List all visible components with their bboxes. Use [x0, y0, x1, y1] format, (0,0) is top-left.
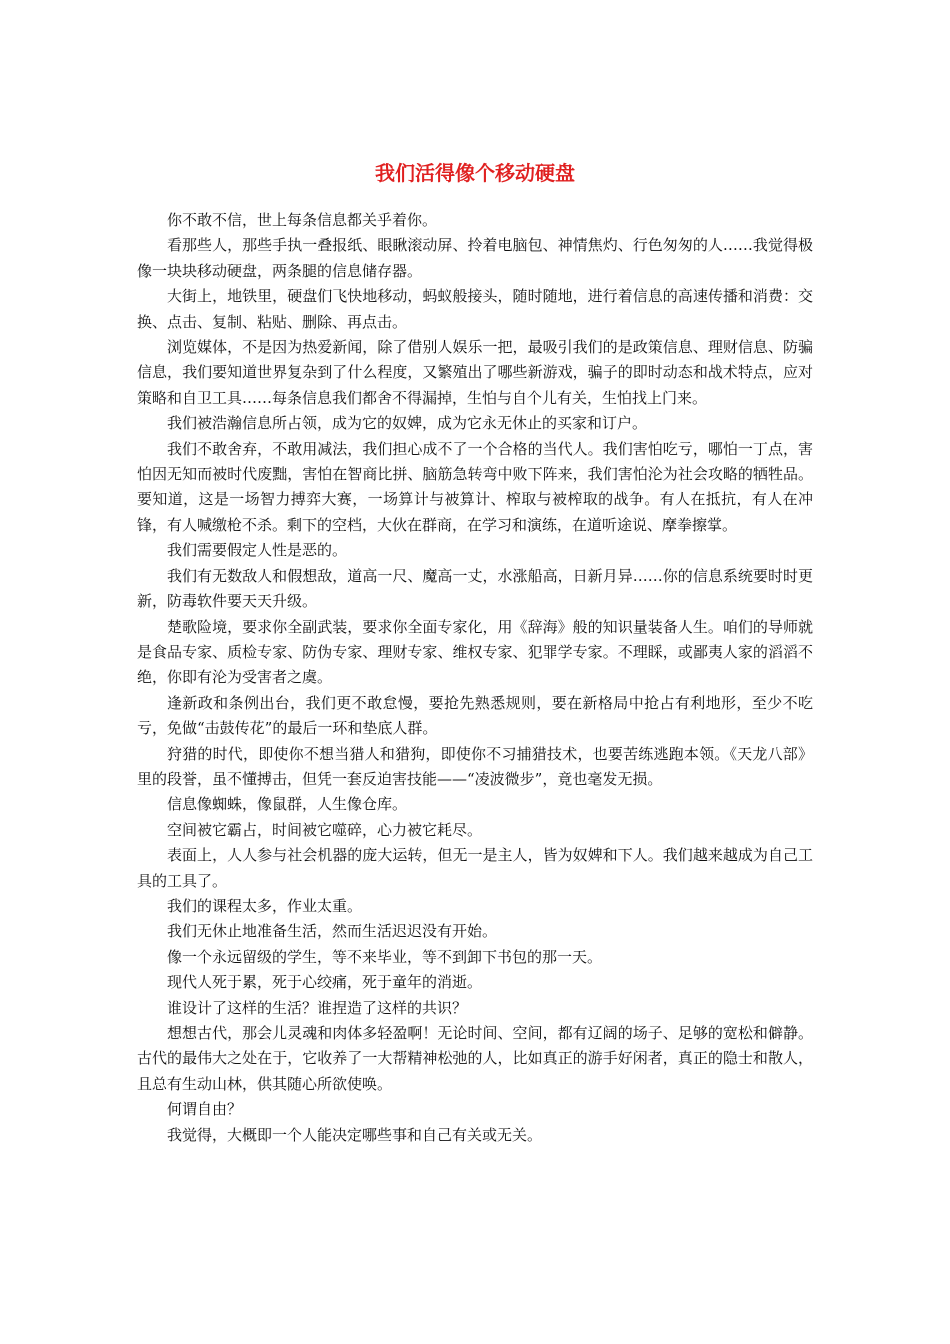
document-body: [137, 208, 813, 1148]
paragraph-3: 大街上，地铁里，硬盘们飞快地移动，蚂蚁般接头，随时随地，进行着信息的高速传播和消费：交换、点击、复制、粘贴、删除、再点击。: [137, 287, 813, 331]
paragraph-21: 何谓自由？: [167, 1100, 243, 1119]
paragraph-2: 看那些人，那些手执一叠报纸、眼瞅滚动屏、拎着电脑包、神情焦灼、行色匆匆的人……我觉得极像一块块移动硬盘，两条腿的信息储存器。: [137, 236, 813, 280]
paragraph-11: 狩猎的时代，即使你不想当猎人和猎狗，即使你不习捕猎技术，也要苦练逃跑本领。《天龙八部》里的段誉，虽不懂搏击，但凭一套反迫害技能——“凌波微步”，竟也毫发无损。: [137, 744, 813, 788]
paragraph-5: 我们被浩瀚信息所占领，成为它的奴婢，成为它永无休止的买家和订户。: [167, 414, 648, 433]
paragraph-14: 表面上，人人参与社会机器的庞大运转，但无一是主人，皆为奴婢和下人。我们越来越成为自己工具的工具了。: [137, 846, 813, 890]
paragraph-19: 谁设计了这样的生活？谁捏造了这样的共识？: [167, 998, 468, 1017]
paragraph-18: 现代人死于累，死于心绞痛，死于童年的消逝。: [167, 973, 483, 992]
paragraph-6: 我们不敢舍弃，不敢用减法，我们担心成不了一个合格的当代人。我们害怕吃亏，哪怕一丁点，害怕因无知而被时代废黜，害怕在智商比拼、脑筋急转弯中败下阵来，我们害怕沦为社会攻略的牺牲品。要知道，这是一场智力搏弈大赛，一场算计与被算计、榨取与被榨取的战争。有人在抵抗，有人在冲锋，有人喊缴枪不杀。剩下的空档，大伙在群商，在学习和演练，在道听途说、摩拳擦掌。: [137, 439, 813, 534]
paragraph-8: 我们有无数敌人和假想敌，道高一尺、魔高一丈，水涨船高，日新月异……你的信息系统要时时更新，防毒软件要天天升级。: [137, 566, 813, 611]
paragraph-15: 我们的课程太多，作业太重。: [167, 896, 363, 915]
paragraph-1: 你不敢不信，世上每条信息都关乎着你。: [167, 211, 438, 229]
paragraph-9: 楚歌险境，要求你全副武装，要求你全面专家化，用《辞海》般的知识量装备人生。咱们的导师就是食品专家、质检专家、防伪专家、理财专家、维权专家、犯罪学专家。不理睬，或鄙夷人家的滔滔不绝，你即有沦为受害者之虞。: [137, 617, 813, 687]
paragraph-20: 想想古代，那会儿灵魂和肉体多轻盈啊！无论时间、空间，都有辽阔的场子、足够的宽松和僻静。古代的最伟大之处在于，它收养了一大帮精神松弛的人，比如真正的游手好闲者，真正的隐士和散人，且总有生动山林，供其随心所欲使唤。: [137, 1024, 813, 1093]
paragraph-10: 逢新政和条例出台，我们更不敢怠慢，要抢先熟悉规则，要在新格局中抢占有利地形，至少不吃亏，免做“击鼓传花”的最后一环和垫底人群。: [137, 693, 813, 738]
paragraph-13: 空间被它霸占，时间被它噬碎，心力被它耗尽。: [167, 820, 483, 839]
paragraph-17: 像一个永远留级的学生，等不来毕业，等不到卸下书包的那一天。: [167, 947, 603, 966]
paragraph-22: 我觉得，大概即一个人能决定哪些事和自己有关或无关。: [167, 1125, 543, 1144]
document-title: 我们活得像个移动硬盘: [375, 161, 575, 185]
paragraph-7: 我们需要假定人性是恶的。: [167, 541, 348, 560]
paragraph-16: 我们无休止地准备生活，然而生活迟迟没有开始。: [167, 922, 498, 941]
paragraph-12: 信息像蜘蛛，像鼠群，人生像仓库。: [167, 795, 408, 814]
paragraph-4: 浏览媒体，不是因为热爱新闻，除了借别人娱乐一把，最吸引我们的是政策信息、理财信息、防骗信息，我们要知道世界复杂到了什么程度，又繁殖出了哪些新游戏，骗子的即时动态和战术特点，应对策略和自卫工具……每条信息我们都舍不得漏掉，生怕与自个儿有关，生怕找上门来。: [137, 338, 813, 407]
